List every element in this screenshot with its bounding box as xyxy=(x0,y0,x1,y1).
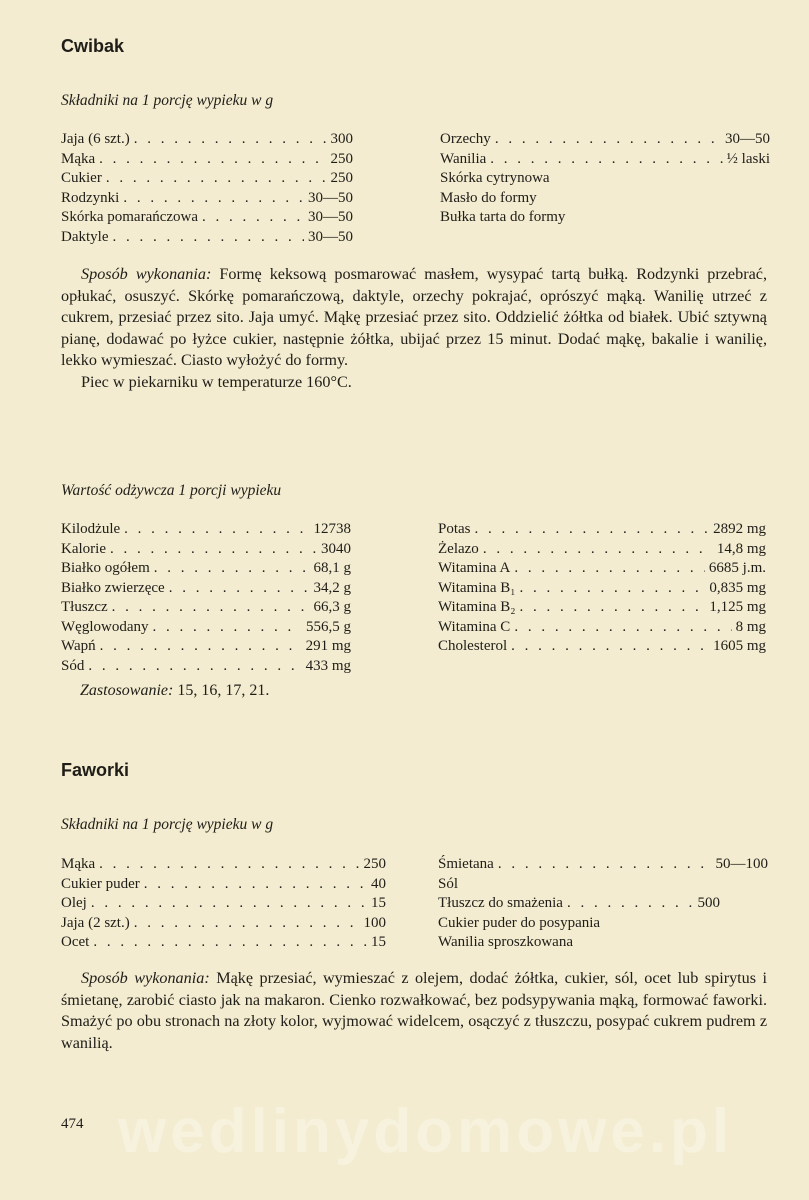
ingredient-row: Śmietana . . . 50—100 xyxy=(438,855,768,875)
nutrition-row: Kilodżule . . . 12738 xyxy=(61,520,351,540)
ingredient-row: Daktyle . . . 30—50 xyxy=(61,228,353,248)
faworki-method xyxy=(61,968,767,1054)
cwibak-ingredients-left xyxy=(61,130,353,247)
nutrition-row: Białko ogółem . . . 68,1 g xyxy=(61,559,351,579)
ingredient-row: Jaja (6 szt.) . . . 300 xyxy=(61,130,353,150)
nutrition-row: Tłuszcz . . . 66,3 g xyxy=(61,598,351,618)
recipe-title-cwibak: Cwibak xyxy=(61,36,125,56)
watermark: wedlinydomowe.pl xyxy=(118,1097,734,1166)
nutrition-row: Sód . . . 433 mg xyxy=(61,657,351,677)
nutrition-row: Żelazo . . . 14,8 mg xyxy=(438,540,766,560)
ingredient-row: Olej . . . 15 xyxy=(61,894,386,914)
nutrition-row: Cholesterol . . . 1605 mg xyxy=(438,637,766,657)
ingredient-row: Orzechy . . . 30—50 xyxy=(440,130,770,150)
method-text: Mąkę przesiać, wymieszać z olejem, dodać żółtka, cukier, sól, ocet lub spirytus i śmietanę, zarobić ciasto jak na makaron. Cienko rozwałkować, bez podsypywania mąką, formować faworki. Smażyć po obu stronach na złoty kolor, wyjmować widelcem, osączyć z tłuszczu, posypać cukrem pudrem z wanilią. xyxy=(61,969,768,1052)
ingredient-row: Masło do formy xyxy=(440,189,537,206)
ingredient-row: Jaja (2 szt.) . . . 100 xyxy=(61,914,386,934)
nutrition-row: Wapń . . . 291 mg xyxy=(61,637,351,657)
nutrition-row: Witamina B₂ . . . 1,125 mg xyxy=(438,598,766,618)
ingredient-row: Cukier puder do posypania xyxy=(438,914,601,931)
ingredient-row: Skórka pomarańczowa . . . 30—50 xyxy=(61,208,353,228)
bake-text: Piec w piekarniku w temperaturze 160°C. xyxy=(81,372,352,391)
nutrition-row: Witamina C . . . 8 mg xyxy=(438,618,766,638)
nutrition-row: Kalorie . . . 3040 xyxy=(61,540,351,560)
cwibak-ingredients-title: Składniki na 1 porcję wypieku w g xyxy=(61,92,274,109)
nutrition-left xyxy=(61,520,351,676)
ingredient-row: Cukier . . . 250 xyxy=(61,169,353,189)
ingredient-row: Sól xyxy=(438,875,459,892)
method-label: Sposób wykonania: xyxy=(81,265,212,283)
ingredient-row: Tłuszcz do smażenia . . . 500 xyxy=(438,894,720,914)
ingredient-row: Cukier puder . . . 40 xyxy=(61,875,386,895)
cwibak-nutrition-title: Wartość odżywcza 1 porcji wypieku xyxy=(61,482,282,499)
cwibak-method xyxy=(61,264,767,393)
page-number: 474 xyxy=(61,1116,84,1132)
method-text: Formę keksową posmarować masłem, wysypać tartą bułką. Rodzynki przebrać, opłukać, osuszyć. Skórkę pomarańczową, daktyle, orzechy pokrajać, oprószyć mąką. Wanilię utrzeć z cukrem, przesiać przez sito. Jaja umyć. Mąkę przesiać przez sito. Oddzielić żółtka od białek. Ubić sztywną pianę, dodawać po łyżce cukier, następnie żółtka, ubijać przez 15 minut. Dodać mąkę, bakalie i wanilię, lekko wymieszać. Ciasto wyłożyć do formy. xyxy=(61,265,768,369)
cwibak-usage: Zastosowanie: 15, 16, 17, 21. xyxy=(80,682,270,699)
cwibak-ingredients-right xyxy=(440,130,770,228)
ingredient-row: Wanilia sproszkowana xyxy=(438,934,573,950)
nutrition-row: Potas . . . 2892 mg xyxy=(438,520,766,540)
nutrition-row: Białko zwierzęce . . . 34,2 g xyxy=(61,579,351,599)
ingredient-row: Bułka tarta do formy xyxy=(440,209,566,225)
ingredient-row: Mąka . . . 250 xyxy=(61,855,386,875)
nutrition-row: Witamina A . . . 6685 j.m. xyxy=(438,559,766,579)
faworki-ingredients-left xyxy=(61,855,386,953)
recipe-title-faworki: Faworki xyxy=(61,760,130,780)
ingredient-row: Mąka . . . 250 xyxy=(61,150,353,170)
method-label: Sposób wykonania: xyxy=(81,969,210,987)
nutrition-row: Węglowodany . . . 556,5 g xyxy=(61,618,351,638)
nutrition-row: Witamina B₁ . . . 0,835 mg xyxy=(438,579,766,599)
ingredient-row: Ocet . . . 15 xyxy=(61,933,386,953)
nutrition-right xyxy=(438,520,766,657)
ingredient-row: Skórka cytrynowa xyxy=(440,170,550,186)
faworki-ingredients-title: Składniki na 1 porcję wypieku w g xyxy=(61,816,274,833)
ingredient-row: Rodzynki . . . 30—50 xyxy=(61,189,353,209)
ingredient-row: Wanilia . . . ½ laski xyxy=(440,150,770,170)
faworki-ingredients-right xyxy=(438,855,768,953)
